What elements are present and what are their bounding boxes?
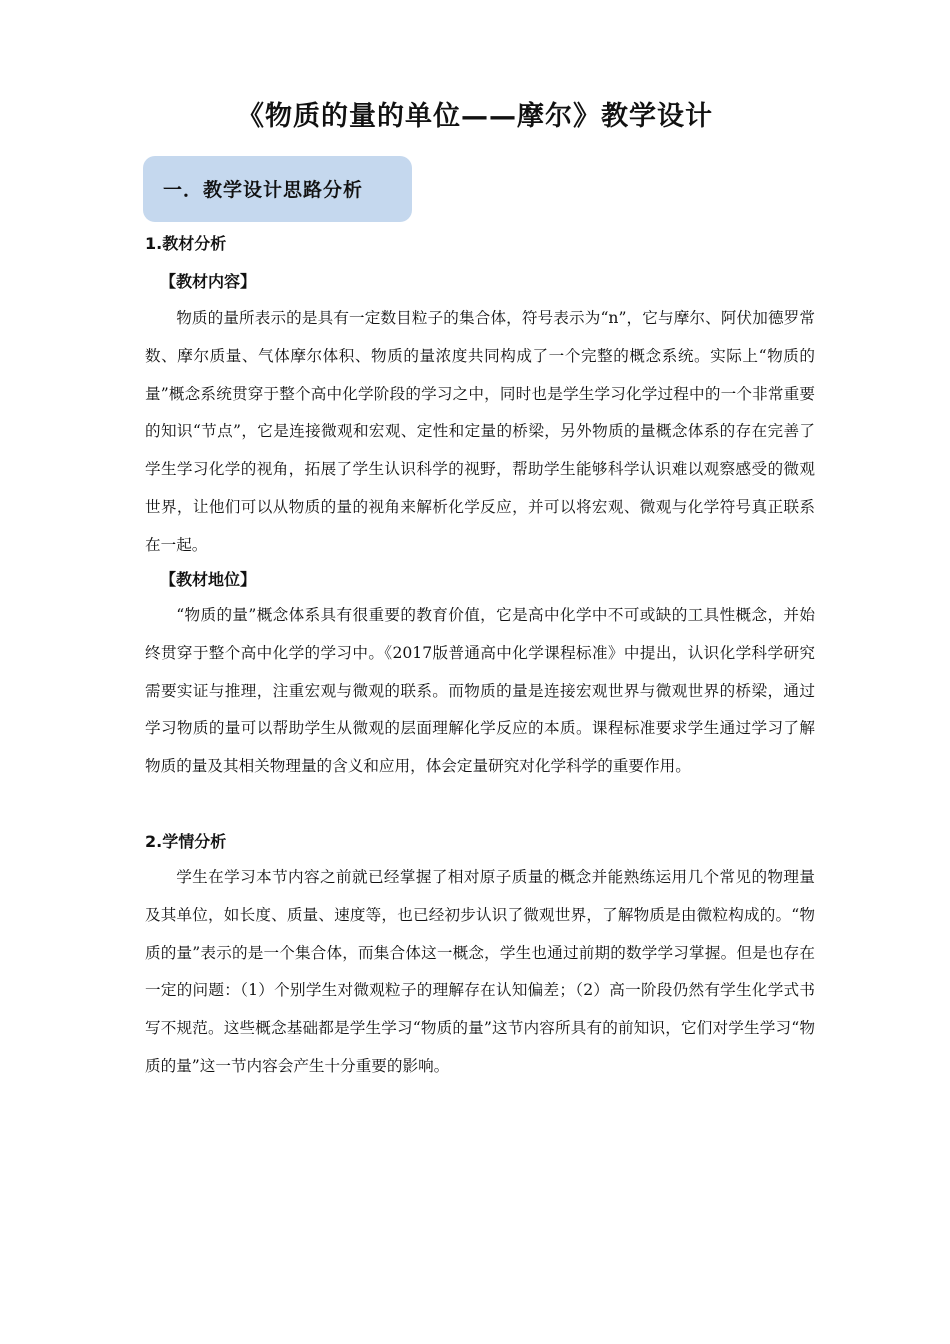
subsection-heading-textbook-analysis: 1.教材分析 bbox=[145, 234, 227, 253]
subsection-heading-student-analysis: 2.学情分析 bbox=[145, 832, 227, 851]
position-heading: 【教材地位】 bbox=[160, 570, 257, 589]
section-heading-box bbox=[143, 156, 412, 222]
position-paragraph: “物质的量”概念体系具有很重要的教育价值，它是高中化学中不可或缺的工具性概念，并始终贯穿于整个高中化学的学习中。《2017版普通高中化学课程标准》中提出，认识化学科学研究需要实证与推理，注重宏观与微观的联系。而物质的量是连接宏观世界与微观世界的桥梁，通过学习物质的量可以帮助学生从微观的层面理解化学反应的本质。课程标准要求学生通过学习了解物质的量及其相关物理量的含义和应用，体会定量研究对化学科学的重要作用。 bbox=[145, 606, 815, 776]
section-heading: 一．教学设计思路分析 bbox=[163, 179, 364, 201]
students-paragraph: 学生在学习本节内容之前就已经掌握了相对原子质量的概念并能熟练运用几个常见的物理量及其单位，如长度、质量、速度等，也已经初步认识了微观世界，了解物质是由微粒构成的。“物质的量”表示的是一个集合体，而集合体这一概念，学生也通过前期的数学学习掌握。但是也存在一定的问题：（1）个别学生对微观粒子的理解存在认知偏差；（2）高一阶段仍然有学生化学式书写不规范。这些概念基础都是学生学习“物质的量”这节内容所具有的前知识，它们对学生学习“物质的量”这一节内容会产生十分重要的影响。 bbox=[145, 868, 815, 1075]
document-title: 《物质的量的单位——摩尔》教学设计 bbox=[237, 101, 713, 132]
content-paragraph: 物质的量所表示的是具有一定数目粒子的集合体，符号表示为“n”，它与摩尔、阿伏加德罗常数、摩尔质量、气体摩尔体积、物质的量浓度共同构成了一个完整的概念系统。实际上“物质的量”概念系统贯穿于整个高中化学阶段的学习之中，同时也是学生学习化学过程中的一个非常重要的知识“节点”，它是连接微观和宏观、定性和定量的桥梁，另外物质的量概念体系的存在完善了学生学习化学的视角，拓展了学生认识科学的视野，帮助学生能够科学认识难以观察感受的微观世界，让他们可以从物质的量的视角来解析化学反应，并可以将宏观、微观与化学符号真正联系在一起。 bbox=[145, 309, 815, 554]
content-heading: 【教材内容】 bbox=[160, 272, 257, 291]
